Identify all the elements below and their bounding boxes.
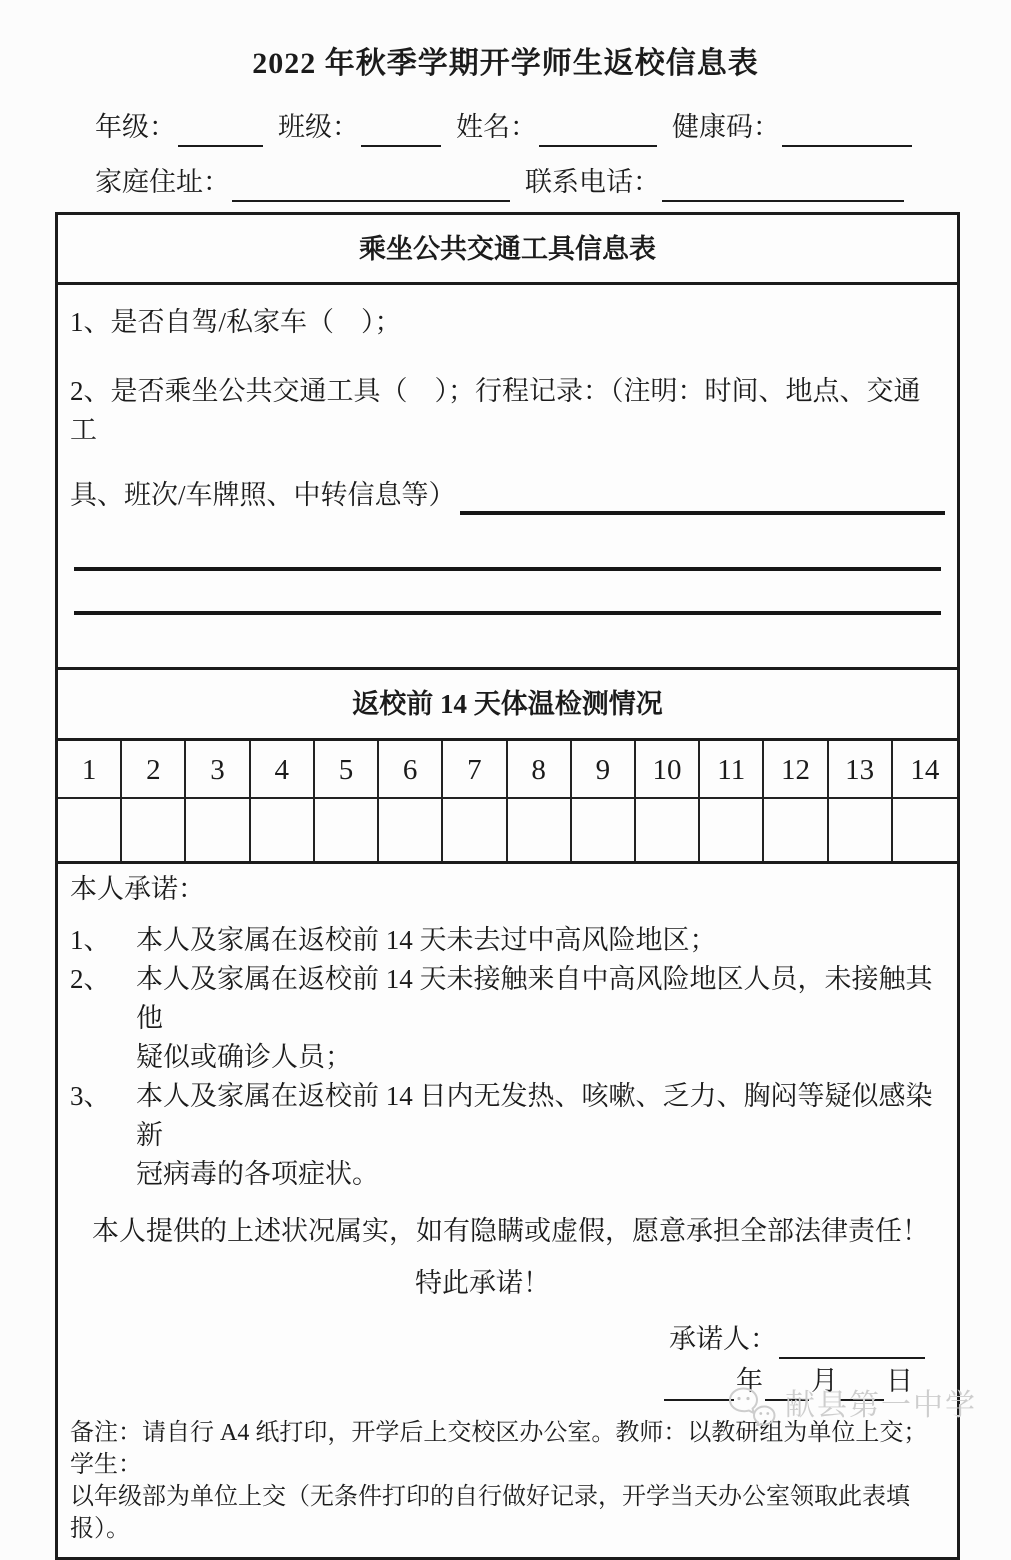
transport-question-2-line1: 2、是否乘坐公共交通工具（ ）；行程记录：（注明：时间、地点、交通工 [70,376,921,446]
day-header: 13 [829,741,893,799]
promise-item-3-number: 3、 [70,1080,111,1111]
day-header: 2 [122,741,186,799]
day-header: 12 [764,741,828,799]
promise-item-3-text: 本人及家属在返校前 14 日内无发热、咳嗽、乏力、胸闷等疑似感染新 [136,1080,933,1150]
note-line-2: 以年级部为单位上交（无条件打印的自行做好记录，开学当天办公室领取此表填报）。 [70,1483,910,1542]
transport-section-title: 乘坐公共交通工具信息表 [58,215,957,285]
travel-record-line-1 [74,567,941,571]
promise-item-2 [70,960,943,1038]
temperature-cell [508,799,572,861]
temperature-cell [636,799,700,861]
temperature-section-title: 返校前 14 天体温检测情况 [58,670,957,740]
truth-statement: 本人提供的上述状况属实，如有隐瞒或虚假，愿意承担全部法律责任！ [92,1215,929,1246]
temperature-cell [893,799,957,861]
phone-label: 联系电话： [525,166,660,197]
name-blank [539,113,657,147]
health-code-label: 健康码： [672,111,780,142]
student-info-row-1 [95,108,941,147]
note-section [70,1417,943,1557]
promise-list [70,921,943,1194]
promise-item-2-number: 2、 [70,963,111,994]
day-header: 7 [443,741,507,799]
day-header: 3 [186,741,250,799]
day-header: 6 [379,741,443,799]
signer-blank [779,1325,925,1359]
grade-label: 年级： [95,111,176,142]
temperature-cell [700,799,764,861]
temperature-cell [251,799,315,861]
health-code-blank [782,113,912,147]
temperature-cell [443,799,507,861]
day-header: 8 [508,741,572,799]
promise-item-1 [70,921,943,960]
temperature-cell [122,799,186,861]
wechat-logo-icon [727,1386,779,1426]
day-label: 日 [886,1365,913,1396]
signer-label: 承诺人： [669,1323,777,1354]
promise-item-1-text: 本人及家属在返校前 14 天未去过中高风险地区； [136,924,717,955]
class-blank [361,113,441,147]
temperature-cell [58,799,122,861]
temperature-table [58,741,957,864]
promise-item-3 [70,1077,943,1155]
day-header: 14 [893,741,957,799]
promise-heading: 本人承诺： [70,873,205,904]
transport-question-1: 1、是否自驾/私家车（ ）； [70,306,402,337]
grade-blank [178,113,263,147]
home-address-blank [232,168,510,202]
document-title: 2022 年秋季学期开学师生返校信息表 [252,47,759,80]
promise-section [58,864,957,1557]
temperature-cell [572,799,636,861]
transport-section-body [58,285,957,671]
name-label: 姓名： [456,111,537,142]
transport-question-2-line2: 具、班次/车牌照、中转信息等） [70,480,456,511]
temperature-cell [379,799,443,861]
transport-question-2-line2-row [70,476,945,515]
phone-blank [662,168,904,202]
temperature-cell [315,799,379,861]
temperature-cell [186,799,250,861]
travel-record-line-2 [74,611,941,615]
school-watermark [727,1384,977,1428]
day-header: 11 [700,741,764,799]
note-line-1: 备注：请自行 A4 纸打印，开学后上交校区办公室。教师：以教研组为单位上交；学生： [70,1419,928,1478]
student-info-row-2 [95,163,941,202]
day-header: 1 [58,741,122,799]
promise-item-1-number: 1、 [70,924,111,955]
temperature-cell [764,799,828,861]
day-header: 10 [636,741,700,799]
year-label: 年 [736,1365,763,1396]
home-address-label: 家庭住址： [95,166,230,197]
temperature-cell [829,799,893,861]
class-label: 班级： [278,111,359,142]
form-table [55,212,960,1560]
month-label: 月 [811,1365,838,1396]
year-blank [664,1367,734,1401]
day-header: 9 [572,741,636,799]
signer-row [70,1319,943,1359]
day-header: 4 [251,741,315,799]
travel-record-blank [460,483,945,515]
promise-item-2-text: 本人及家属在返校前 14 天未接触来自中高风险地区人员，未接触其他 [136,963,933,1033]
promise-item-2-text-cont: 疑似或确诊人员； [136,1041,352,1072]
school-name: 献县第一中学 [785,1389,977,1422]
commitment-text: 特此承诺！ [415,1267,550,1298]
promise-item-3-text-cont: 冠病毒的各项症状。 [136,1158,379,1189]
day-header: 5 [315,741,379,799]
